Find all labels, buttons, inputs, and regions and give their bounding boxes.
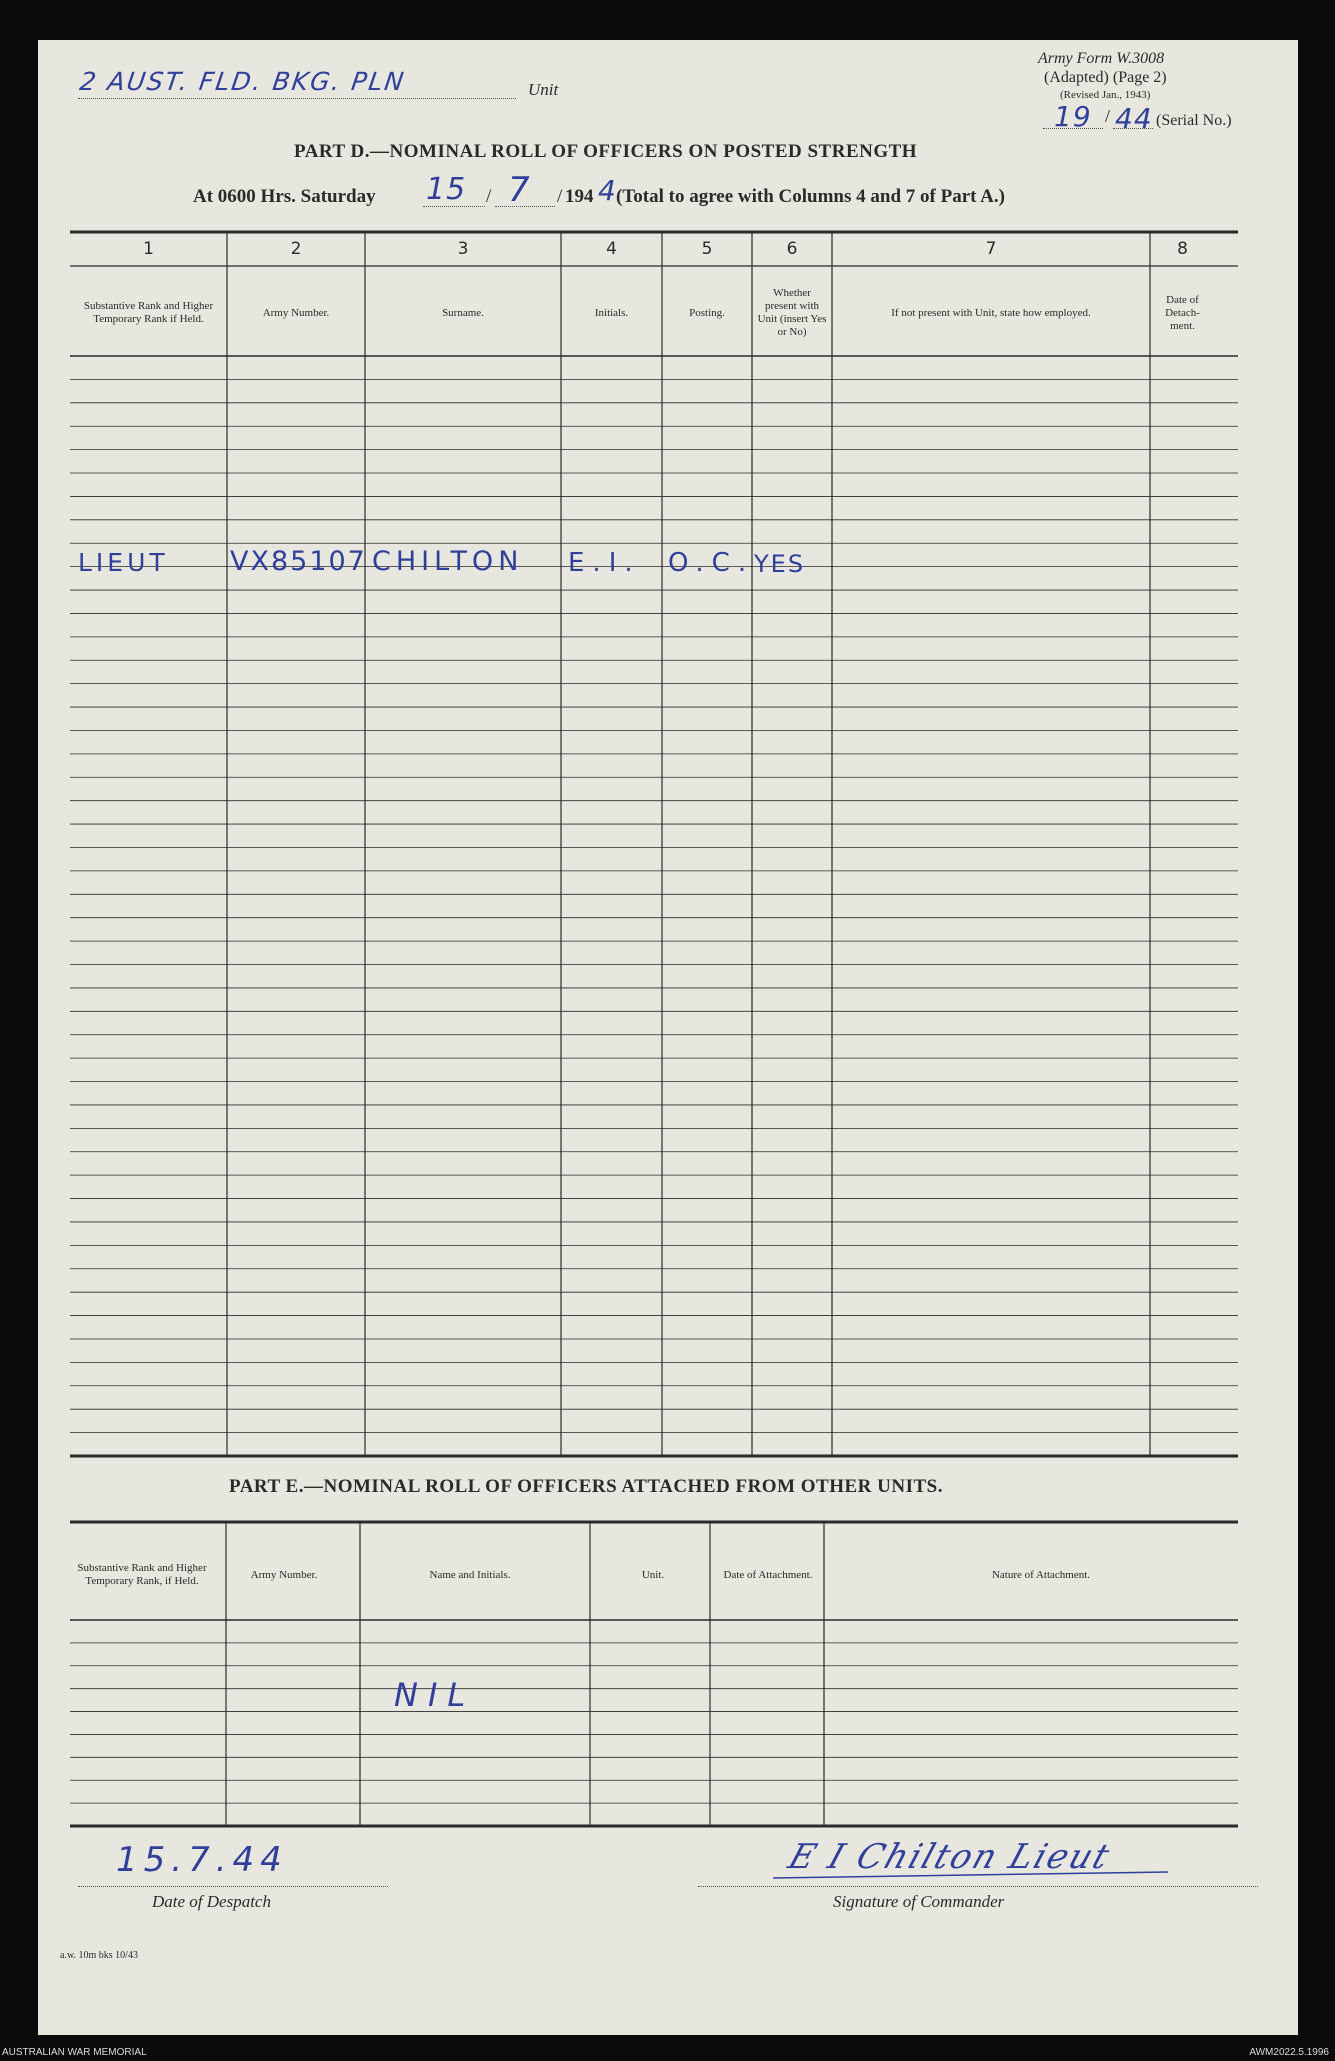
print-code: a.w. 10m bks 10/43 — [60, 1950, 138, 1961]
part-e-title: PART E.—NOMINAL ROLL OF OFFICERS ATTACHED FROM OTHER UNITS. — [229, 1476, 943, 1497]
signature-label: Signature of Commander — [833, 1892, 1005, 1911]
unit-label: Unit — [528, 80, 559, 99]
date-slash-1: / — [486, 186, 492, 207]
col-header-initials: Initials. — [594, 306, 629, 319]
entry-army-number: VX85107 — [230, 546, 367, 577]
col-header-army-number: Army Number. — [262, 306, 330, 319]
despatch-dotted-line — [78, 1886, 388, 1887]
date-year-prefix: 194 — [565, 186, 594, 207]
unit-value: 2 AUST. FLD. BKG. PLN — [77, 67, 408, 96]
col-number-5: 5 — [701, 239, 713, 259]
col-header-rank: Substantive Rank and Higher Temporary Rank if Held. — [83, 300, 214, 325]
col-header-detachment: Date of Detach-ment. — [1165, 293, 1200, 332]
date-year-digit: 4 — [598, 174, 616, 207]
part-e-entry: NIL — [394, 1676, 476, 1714]
serial-value-b: 44 — [1115, 102, 1153, 135]
e-header-date: Date of Attachment. — [723, 1568, 813, 1581]
date-month-value: 7 — [508, 170, 531, 210]
col-header-surname: Surname. — [442, 306, 484, 319]
part-d-date-prefix: At 0600 Hrs. Saturday — [193, 186, 376, 207]
serial-value-a: 19 — [1054, 100, 1092, 133]
date-day-value: 15 — [426, 172, 467, 207]
e-header-unit: Unit. — [641, 1568, 665, 1581]
footer-left: AUSTRALIAN WAR MEMORIAL — [2, 2047, 147, 2058]
despatch-value: 15.7.44 — [116, 1840, 288, 1880]
col-number-8: 8 — [1177, 239, 1188, 259]
entry-present: YES — [754, 550, 806, 578]
e-header-rank: Substantive Rank and Higher Temporary Rank, if Held. — [77, 1562, 207, 1587]
col-number-3: 3 — [457, 239, 469, 259]
col-number-7: 7 — [985, 239, 997, 259]
e-header-name: Name and Initials. — [429, 1568, 511, 1581]
col-number-4: 4 — [606, 239, 617, 259]
entry-surname: CHILTON — [372, 546, 524, 577]
despatch-label: Date of Despatch — [152, 1892, 271, 1911]
e-header-nature: Nature of Attachment. — [991, 1568, 1091, 1581]
serial-slash: / — [1105, 106, 1111, 126]
part-d-date-suffix: (Total to agree with Columns 4 and 7 of Part A.) — [616, 186, 1005, 207]
form-line3: (Revised Jan., 1943) — [1060, 89, 1151, 101]
e-header-army-number: Army Number. — [250, 1568, 318, 1581]
entry-initials: E.I. — [568, 548, 641, 578]
entry-posting: O.C. — [668, 548, 755, 578]
date-slash-2: / — [557, 186, 563, 207]
col-number-6: 6 — [786, 239, 798, 259]
form-sheet — [38, 40, 1298, 2035]
col-header-how-employed: If not present with Unit, state how employed. — [891, 306, 1091, 319]
form-line1: Army Form W.3008 — [1038, 50, 1165, 67]
signature-dotted-line — [698, 1886, 1258, 1887]
col-header-posting: Posting. — [689, 306, 725, 319]
col-header-present: Whether present with Unit (insert Yes or No) — [757, 287, 827, 338]
entry-rank: LIEUT — [78, 548, 169, 577]
footer-right: AWM2022.5.1996 — [1249, 2047, 1329, 2058]
form-line2: (Adapted) (Page 2) — [1044, 69, 1167, 86]
serial-label: (Serial No.) — [1156, 112, 1232, 129]
signature-value: E I Chilton Lieut — [783, 1837, 1116, 1877]
col-number-2: 2 — [290, 239, 302, 259]
part-d-title: PART D.—NOMINAL ROLL OF OFFICERS ON POSTED STRENGTH — [294, 141, 918, 162]
col-number-1: 1 — [143, 239, 154, 259]
